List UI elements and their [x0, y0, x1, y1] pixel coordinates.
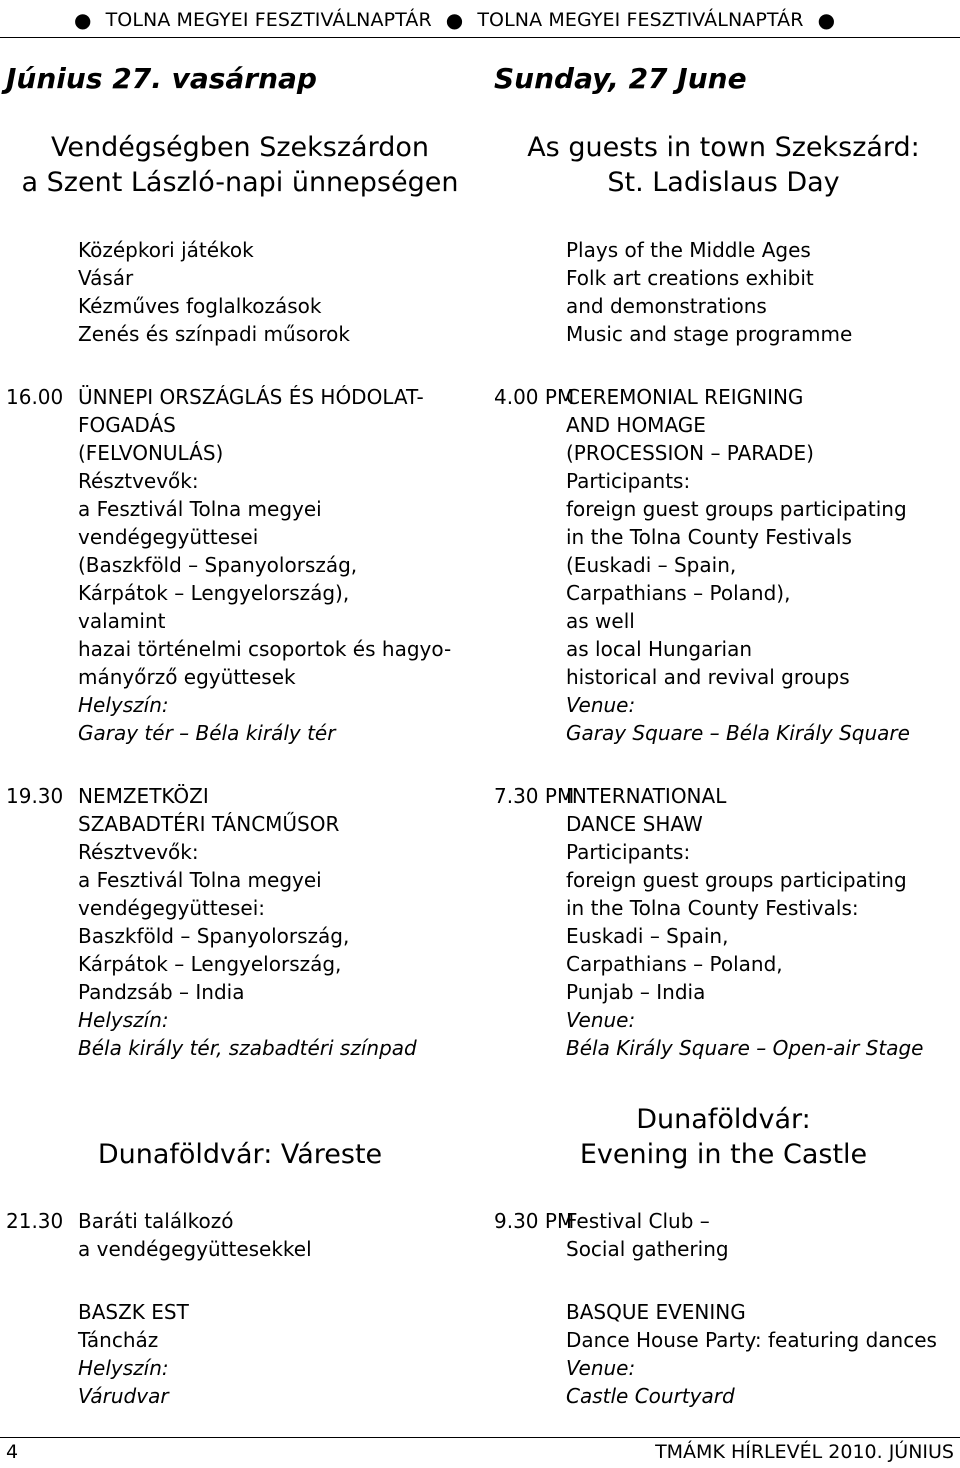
venue: Castle Courtyard	[566, 1384, 735, 1408]
venue-label: Helyszín:	[78, 1356, 169, 1380]
event-details-hu	[78, 782, 417, 1062]
event-line: vendégegyüttesei:	[78, 896, 266, 920]
event-details-en	[566, 383, 910, 747]
venue-label: Venue:	[566, 1008, 636, 1032]
bullet-icon: ●	[74, 8, 92, 32]
event-line: Táncház	[78, 1328, 159, 1352]
event-line: foreign guest groups participating	[566, 868, 907, 892]
event-line: (FELVONULÁS)	[78, 441, 224, 465]
event-line: Carpathians – Poland),	[566, 581, 791, 605]
bullet-icon: ●	[445, 8, 464, 32]
event-line: Festival Club –	[566, 1209, 710, 1233]
event-line: historical and revival groups	[566, 665, 850, 689]
event-title-en	[487, 130, 960, 200]
event-line: BASZK EST	[78, 1300, 189, 1324]
event-line: valamint	[78, 609, 166, 633]
event-line: vendégegyüttesei	[78, 525, 259, 549]
venue: Várudvar	[78, 1384, 169, 1408]
header-title-left: TOLNA MEGYEI FESZTIVÁLNAPTÁR	[105, 9, 432, 31]
bullet-icon: ●	[817, 8, 836, 32]
event-line: Pandzsáb – India	[78, 980, 245, 1004]
event-line: CEREMONIAL REIGNING	[566, 385, 804, 409]
event-details-hu	[78, 1207, 312, 1263]
event-time-hu: 21.30	[6, 1209, 64, 1233]
event-line: Carpathians – Poland,	[566, 952, 783, 976]
venue-label: Helyszín:	[78, 693, 169, 717]
event-line: Participants:	[566, 840, 691, 864]
event-line: Résztvevők:	[78, 469, 199, 493]
title-line: As guests in town Szekszárd:	[527, 132, 920, 163]
event-details-en	[566, 782, 923, 1062]
list-item: Zenés és színpadi műsorok	[78, 322, 350, 346]
section-title-en	[487, 1102, 960, 1172]
event-time-hu: 19.30	[6, 784, 64, 808]
event-line: Kárpátok – Lengyelország,	[78, 952, 342, 976]
footer-rule	[0, 1437, 960, 1438]
event-line: (PROCESSION – PARADE)	[566, 441, 814, 465]
event-line: in the Tolna County Festivals:	[566, 896, 859, 920]
title-line: a Szent László-napi ünnepségen	[21, 167, 459, 198]
list-item: Kézműves foglalkozások	[78, 294, 322, 318]
event-line: AND HOMAGE	[566, 413, 706, 437]
event-line: Punjab – India	[566, 980, 706, 1004]
page-number: 4	[6, 1441, 19, 1463]
event-line: a Fesztivál Tolna megyei	[78, 497, 322, 521]
list-item: Music and stage programme	[566, 322, 853, 346]
event-line: DANCE SHAW	[566, 812, 703, 836]
intro-list-hu	[78, 236, 350, 348]
event-line: (Euskadi – Spain,	[566, 553, 737, 577]
event-line: as local Hungarian	[566, 637, 753, 661]
event-line: mányőrző együttesek	[78, 665, 296, 689]
event-line: as well	[566, 609, 635, 633]
event-details-en	[566, 1207, 729, 1263]
venue: Béla Király Square – Open-air Stage	[566, 1036, 924, 1060]
title-line: St. Ladislaus Day	[607, 167, 840, 198]
event-line: a Fesztivál Tolna megyei	[78, 868, 322, 892]
event-line: Social gathering	[566, 1237, 729, 1261]
header-rule	[0, 37, 960, 38]
event-time-hu: 16.00	[6, 385, 64, 409]
event-details-hu	[78, 1298, 189, 1410]
title-line: Vendégségben Szekszárdon	[51, 132, 429, 163]
publication-name: TMÁMK HÍRLEVÉL 2010. JÚNIUS	[655, 1441, 954, 1463]
title-line: Dunaföldvár:	[636, 1104, 811, 1135]
header-title-right: TOLNA MEGYEI FESZTIVÁLNAPTÁR	[477, 9, 804, 31]
title-line: Evening in the Castle	[579, 1139, 868, 1170]
event-details-hu	[78, 383, 451, 747]
venue-label: Helyszín:	[78, 1008, 169, 1032]
event-line: BASQUE EVENING	[566, 1300, 746, 1324]
event-line: Kárpátok – Lengyelország),	[78, 581, 350, 605]
venue: Garay tér – Béla király tér	[78, 721, 336, 745]
event-line: Baráti találkozó	[78, 1209, 234, 1233]
event-line: Participants:	[566, 469, 691, 493]
event-line: Baszkföld – Spanyolország,	[78, 924, 350, 948]
event-line: SZABADTÉRI TÁNCMŰSOR	[78, 812, 340, 836]
event-line: in the Tolna County Festivals	[566, 525, 852, 549]
list-item: Vásár	[78, 266, 134, 290]
event-line: Dance House Party: featuring dances	[566, 1328, 937, 1352]
venue-label: Venue:	[566, 693, 636, 717]
event-time-en: 4.00 PM	[494, 385, 575, 409]
list-item: Középkori játékok	[78, 238, 254, 262]
event-line: FOGADÁS	[78, 413, 176, 437]
day-heading-hu: Június 27. vasárnap	[6, 62, 317, 95]
intro-list-en	[566, 236, 852, 348]
event-line: Euskadi – Spain,	[566, 924, 729, 948]
event-line: ÜNNEPI ORSZÁGLÁS ÉS HÓDOLAT-	[78, 385, 424, 409]
page-header	[60, 5, 900, 35]
list-item: Plays of the Middle Ages	[566, 238, 811, 262]
event-line: foreign guest groups participating	[566, 497, 907, 521]
event-line: hazai történelmi csoportok és hagyo-	[78, 637, 452, 661]
venue-label: Venue:	[566, 1356, 636, 1380]
event-details-en	[566, 1298, 937, 1410]
venue: Béla király tér, szabadtéri színpad	[78, 1036, 417, 1060]
event-title-hu	[0, 130, 480, 200]
event-line: a vendégegyüttesekkel	[78, 1237, 312, 1261]
event-line: INTERNATIONAL	[566, 784, 727, 808]
event-line: Résztvevők:	[78, 840, 199, 864]
list-item: and demonstrations	[566, 294, 767, 318]
event-line: NEMZETKÖZI	[78, 784, 209, 808]
event-time-en: 7.30 PM	[494, 784, 575, 808]
event-line: (Baszkföld – Spanyolország,	[78, 553, 358, 577]
list-item: Folk art creations exhibit	[566, 266, 814, 290]
event-time-en: 9.30 PM	[494, 1209, 575, 1233]
venue: Garay Square – Béla Király Square	[566, 721, 910, 745]
day-heading-en: Sunday, 27 June	[494, 62, 747, 95]
section-title-hu: Dunaföldvár: Váreste	[97, 1139, 383, 1170]
